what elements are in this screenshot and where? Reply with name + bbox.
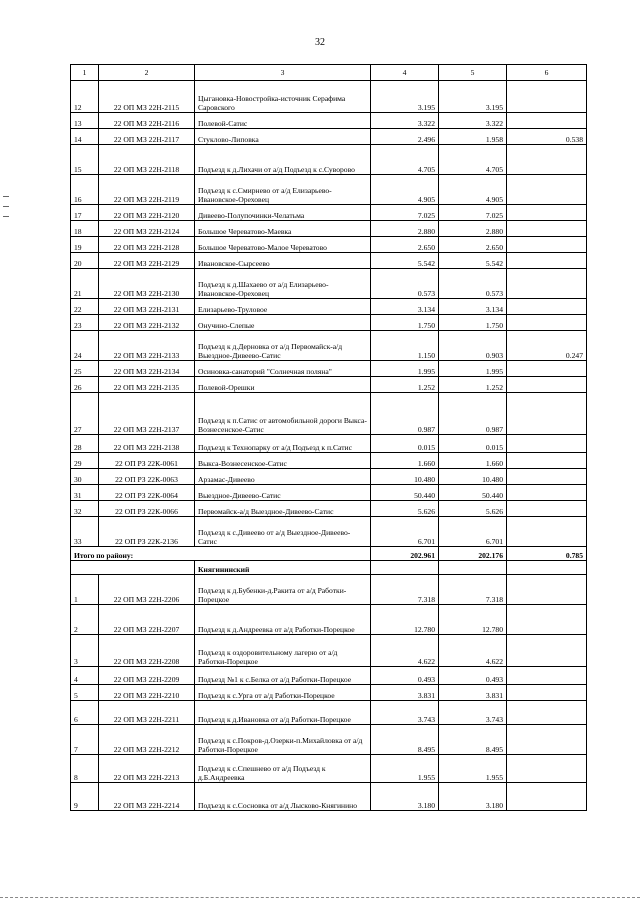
road-name: Дивеево-Полупочинки-Челатьма — [195, 205, 371, 221]
length-col6 — [507, 755, 587, 783]
section-title: Княгининский — [195, 561, 371, 575]
table-row — [71, 517, 587, 547]
table-row — [71, 175, 587, 205]
road-code: 22 ОП МЗ 22Н-2117 — [99, 129, 195, 145]
length-col6 — [507, 175, 587, 205]
row-number: 29 — [71, 453, 99, 469]
table-row — [71, 701, 587, 725]
road-name: Подъезд №1 к с.Белка от а/д Работки-Порецкое — [195, 667, 371, 685]
length-col5: 0.903 — [439, 331, 507, 361]
table-row — [71, 269, 587, 299]
empty-cell — [507, 561, 587, 575]
length-col5: 1.958 — [439, 129, 507, 145]
road-code: 22 ОП МЗ 22Н-2134 — [99, 361, 195, 377]
row-number: 28 — [71, 435, 99, 453]
row-number: 27 — [71, 393, 99, 435]
row-number: 4 — [71, 667, 99, 685]
table-row — [71, 435, 587, 453]
row-number: 20 — [71, 253, 99, 269]
length-col6 — [507, 635, 587, 667]
road-code: 22 ОП МЗ 22Н-2206 — [99, 575, 195, 605]
road-name: Онучино-Слепые — [195, 315, 371, 331]
length-col5: 1.252 — [439, 377, 507, 393]
road-name: Подъезд к Технопарку от а/д Подъезд к п.Сатис — [195, 435, 371, 453]
row-number: 3 — [71, 635, 99, 667]
table-row — [71, 755, 587, 783]
length-total: 10.480 — [371, 469, 439, 485]
road-code: 22 ОП МЗ 22Н-2138 — [99, 435, 195, 453]
length-col6 — [507, 113, 587, 129]
length-total: 1.995 — [371, 361, 439, 377]
row-number: 26 — [71, 377, 99, 393]
row-number: 25 — [71, 361, 99, 377]
length-col6 — [507, 517, 587, 547]
length-col6 — [507, 501, 587, 517]
road-name: Подъезд к с.Сосновка от а/д Лысково-Княгинино — [195, 783, 371, 811]
table-row — [71, 393, 587, 435]
road-name: Подъезд к с.Смирнево от а/д Елизарьево-Ивановское-Ореховец — [195, 175, 371, 205]
length-col5: 4.622 — [439, 635, 507, 667]
length-col6: 0.538 — [507, 129, 587, 145]
length-total: 12.780 — [371, 605, 439, 635]
road-code: 22 ОП РЗ 22К-0064 — [99, 485, 195, 501]
road-name: Полевой-Орешки — [195, 377, 371, 393]
road-name: Подъезд к с.Дивеево от а/д Выездное-Дивеево-Сатис — [195, 517, 371, 547]
row-number: 32 — [71, 501, 99, 517]
road-code: 22 ОП МЗ 22Н-2118 — [99, 145, 195, 175]
length-col5: 0.573 — [439, 269, 507, 299]
road-name: Подъезд к п.Сатис от автомобильной дороги Выкса-Вознесенское-Сатис — [195, 393, 371, 435]
empty-cell — [439, 561, 507, 575]
length-col5: 1.955 — [439, 755, 507, 783]
road-name: Подъезд к с.Покров-д.Озерки-п.Михайловка от а/д Работки-Порецкое — [195, 725, 371, 755]
length-col5: 10.480 — [439, 469, 507, 485]
length-col5: 0.493 — [439, 667, 507, 685]
table-row — [71, 299, 587, 315]
road-code: 22 ОП МЗ 22Н-2128 — [99, 237, 195, 253]
length-col5: 6.701 — [439, 517, 507, 547]
road-code: 22 ОП МЗ 22Н-2133 — [99, 331, 195, 361]
row-number: 33 — [71, 517, 99, 547]
road-name: Подъезд к д.Бубенки-д.Ракита от а/д Работки-Порецкое — [195, 575, 371, 605]
table-row — [71, 501, 587, 517]
length-col6 — [507, 81, 587, 113]
length-col6 — [507, 605, 587, 635]
road-code: 22 ОП РЗ 22К-2136 — [99, 517, 195, 547]
road-name: Подъезд к оздоровительному лагерю от а/д Работки-Порецкое — [195, 635, 371, 667]
length-col6 — [507, 453, 587, 469]
length-total: 1.150 — [371, 331, 439, 361]
table-row — [71, 485, 587, 501]
road-code: 22 ОП МЗ 22Н-2131 — [99, 299, 195, 315]
road-code: 22 ОП МЗ 22Н-2135 — [99, 377, 195, 393]
length-col6 — [507, 361, 587, 377]
length-col5: 4.705 — [439, 145, 507, 175]
road-name: Выкса-Вознесенское-Сатис — [195, 453, 371, 469]
row-number: 9 — [71, 783, 99, 811]
road-name: Большое Череватово-Малое Череватово — [195, 237, 371, 253]
road-name: Полевой-Сатис — [195, 113, 371, 129]
length-col6 — [507, 299, 587, 315]
empty-cell — [71, 561, 195, 575]
length-total: 0.015 — [371, 435, 439, 453]
road-code: 22 ОП МЗ 22Н-2119 — [99, 175, 195, 205]
length-col5: 1.750 — [439, 315, 507, 331]
length-total: 3.134 — [371, 299, 439, 315]
table-row — [71, 605, 587, 635]
length-col6 — [507, 667, 587, 685]
row-number: 30 — [71, 469, 99, 485]
length-col5: 5.626 — [439, 501, 507, 517]
road-code: 22 ОП МЗ 22Н-2130 — [99, 269, 195, 299]
length-total: 3.831 — [371, 685, 439, 701]
length-total: 2.880 — [371, 221, 439, 237]
length-col6 — [507, 145, 587, 175]
row-number: 16 — [71, 175, 99, 205]
col-header-6: 6 — [507, 65, 587, 81]
margin-mark — [3, 206, 9, 207]
row-number: 31 — [71, 485, 99, 501]
row-number: 13 — [71, 113, 99, 129]
col-header-3: 3 — [195, 65, 371, 81]
row-number: 12 — [71, 81, 99, 113]
road-code: 22 ОП РЗ 22К-0061 — [99, 453, 195, 469]
length-total: 3.322 — [371, 113, 439, 129]
table-row — [71, 253, 587, 269]
road-name: Арзамас-Дивеево — [195, 469, 371, 485]
road-code: 22 ОП МЗ 22Н-2207 — [99, 605, 195, 635]
row-number: 24 — [71, 331, 99, 361]
row-number: 1 — [71, 575, 99, 605]
length-col5: 4.905 — [439, 175, 507, 205]
total-col5: 202.176 — [439, 547, 507, 561]
road-code: 22 ОП МЗ 22Н-2115 — [99, 81, 195, 113]
length-col6 — [507, 485, 587, 501]
length-col6 — [507, 221, 587, 237]
row-number: 5 — [71, 685, 99, 701]
length-total: 2.650 — [371, 237, 439, 253]
length-total: 1.660 — [371, 453, 439, 469]
table-row — [71, 205, 587, 221]
table-row — [71, 81, 587, 113]
road-code: 22 ОП РЗ 22К-0066 — [99, 501, 195, 517]
table-row — [71, 113, 587, 129]
length-col6 — [507, 393, 587, 435]
section-row — [71, 561, 587, 575]
table-row — [71, 453, 587, 469]
row-number: 22 — [71, 299, 99, 315]
length-col6: 0.247 — [507, 331, 587, 361]
length-col6 — [507, 783, 587, 811]
length-total: 5.626 — [371, 501, 439, 517]
road-code: 22 ОП МЗ 22Н-2137 — [99, 393, 195, 435]
road-name: Подъезд к д.Андреевка от а/д Работки-Порецкое — [195, 605, 371, 635]
table-row — [71, 331, 587, 361]
length-total: 2.496 — [371, 129, 439, 145]
length-col6 — [507, 725, 587, 755]
road-name: Елизарьево-Труловое — [195, 299, 371, 315]
road-name: Большое Череватово-Маевка — [195, 221, 371, 237]
length-col5: 3.831 — [439, 685, 507, 701]
col-header-1: 1 — [71, 65, 99, 81]
length-col6 — [507, 237, 587, 253]
length-col5: 1.995 — [439, 361, 507, 377]
road-code: 22 ОП МЗ 22Н-2124 — [99, 221, 195, 237]
length-col5: 3.180 — [439, 783, 507, 811]
length-total: 6.701 — [371, 517, 439, 547]
table-row — [71, 783, 587, 811]
row-number: 7 — [71, 725, 99, 755]
length-total: 0.987 — [371, 393, 439, 435]
length-col6 — [507, 205, 587, 221]
length-col5: 3.743 — [439, 701, 507, 725]
road-code: 22 ОП МЗ 22Н-2208 — [99, 635, 195, 667]
length-total: 4.622 — [371, 635, 439, 667]
table-row — [71, 315, 587, 331]
table-header-row — [71, 65, 587, 81]
length-col5: 8.495 — [439, 725, 507, 755]
road-code: 22 ОП МЗ 22Н-2213 — [99, 755, 195, 783]
road-code: 22 ОП МЗ 22Н-2209 — [99, 667, 195, 685]
table-row — [71, 221, 587, 237]
road-code: 22 ОП МЗ 22Н-2210 — [99, 685, 195, 701]
length-col5: 1.660 — [439, 453, 507, 469]
row-number: 2 — [71, 605, 99, 635]
total-col6: 0.785 — [507, 547, 587, 561]
row-number: 23 — [71, 315, 99, 331]
page-number: 32 — [315, 37, 325, 48]
table-row — [71, 667, 587, 685]
row-number: 8 — [71, 755, 99, 783]
road-name: Ивановское-Сырсеево — [195, 253, 371, 269]
length-total: 3.195 — [371, 81, 439, 113]
road-code: 22 ОП МЗ 22Н-2120 — [99, 205, 195, 221]
road-name: Подъезд к с.Урга от а/д Работки-Порецкое — [195, 685, 371, 701]
length-col5: 7.025 — [439, 205, 507, 221]
table-row — [71, 725, 587, 755]
length-col5: 0.987 — [439, 393, 507, 435]
length-col6 — [507, 269, 587, 299]
table-row — [71, 361, 587, 377]
col-header-4: 4 — [371, 65, 439, 81]
row-number: 14 — [71, 129, 99, 145]
table-row — [71, 635, 587, 667]
row-number: 15 — [71, 145, 99, 175]
road-name: Осиновка-санаторий "Солнечная поляна" — [195, 361, 371, 377]
row-number: 6 — [71, 701, 99, 725]
length-total: 3.743 — [371, 701, 439, 725]
length-col6 — [507, 685, 587, 701]
length-total: 3.180 — [371, 783, 439, 811]
length-col6 — [507, 701, 587, 725]
length-col5: 3.134 — [439, 299, 507, 315]
length-col6 — [507, 575, 587, 605]
length-col6 — [507, 469, 587, 485]
footer-rule — [0, 897, 640, 898]
length-col5: 7.318 — [439, 575, 507, 605]
row-number: 19 — [71, 237, 99, 253]
length-total: 4.705 — [371, 145, 439, 175]
row-number: 21 — [71, 269, 99, 299]
length-total: 1.955 — [371, 755, 439, 783]
road-name: Подъезд к д.Дерновка от а/д Первомайск-а/д Выездное-Дивеево-Сатис — [195, 331, 371, 361]
road-code: 22 ОП МЗ 22Н-2211 — [99, 701, 195, 725]
length-col5: 0.015 — [439, 435, 507, 453]
length-col5: 50.440 — [439, 485, 507, 501]
table-row — [71, 145, 587, 175]
row-number: 18 — [71, 221, 99, 237]
road-code: 22 ОП МЗ 22Н-2116 — [99, 113, 195, 129]
length-col6 — [507, 315, 587, 331]
road-name: Стуклово-Липовка — [195, 129, 371, 145]
length-total: 0.493 — [371, 667, 439, 685]
total-row — [71, 547, 587, 561]
table-row — [71, 129, 587, 145]
length-total: 7.318 — [371, 575, 439, 605]
road-name: Подъезд к с.Спешнево от а/д Подъезд к д.Б.Андреевка — [195, 755, 371, 783]
total-label: Итого по району: — [71, 547, 371, 561]
col-header-5: 5 — [439, 65, 507, 81]
road-name: Первомайск-а/д Выездное-Дивеево-Сатис — [195, 501, 371, 517]
length-col6 — [507, 253, 587, 269]
road-name: Выездное-Дивеево-Сатис — [195, 485, 371, 501]
length-total: 0.573 — [371, 269, 439, 299]
length-total: 8.495 — [371, 725, 439, 755]
table-row — [71, 685, 587, 701]
table-row — [71, 469, 587, 485]
road-code: 22 ОП МЗ 22Н-2129 — [99, 253, 195, 269]
road-name: Подъезд к д.Ивановка от а/д Работки-Порецкое — [195, 701, 371, 725]
length-col5: 5.542 — [439, 253, 507, 269]
length-col5: 3.322 — [439, 113, 507, 129]
table-row — [71, 575, 587, 605]
total-length: 202.961 — [371, 547, 439, 561]
col-header-2: 2 — [99, 65, 195, 81]
road-code: 22 ОП МЗ 22Н-2212 — [99, 725, 195, 755]
roads-table — [70, 64, 587, 811]
road-name: Цыгановка-Новостройка-источник Серафима Саровского — [195, 81, 371, 113]
length-total: 1.750 — [371, 315, 439, 331]
length-col5: 2.650 — [439, 237, 507, 253]
length-col5: 2.880 — [439, 221, 507, 237]
empty-cell — [371, 561, 439, 575]
length-total: 7.025 — [371, 205, 439, 221]
table-row — [71, 377, 587, 393]
length-total: 1.252 — [371, 377, 439, 393]
margin-mark — [3, 196, 9, 197]
road-name: Подъезд к д.Лихачи от а/д Подъезд к с.Суворово — [195, 145, 371, 175]
road-name: Подъезд к д.Шахаево от а/д Елизарьево-Ивановское-Ореховец — [195, 269, 371, 299]
length-col5: 12.780 — [439, 605, 507, 635]
length-col5: 3.195 — [439, 81, 507, 113]
margin-mark — [3, 216, 9, 217]
road-code: 22 ОП РЗ 22К-0063 — [99, 469, 195, 485]
length-col6 — [507, 435, 587, 453]
length-total: 5.542 — [371, 253, 439, 269]
length-total: 4.905 — [371, 175, 439, 205]
table-row — [71, 237, 587, 253]
road-code: 22 ОП МЗ 22Н-2132 — [99, 315, 195, 331]
length-total: 50.440 — [371, 485, 439, 501]
road-code: 22 ОП МЗ 22Н-2214 — [99, 783, 195, 811]
row-number: 17 — [71, 205, 99, 221]
length-col6 — [507, 377, 587, 393]
